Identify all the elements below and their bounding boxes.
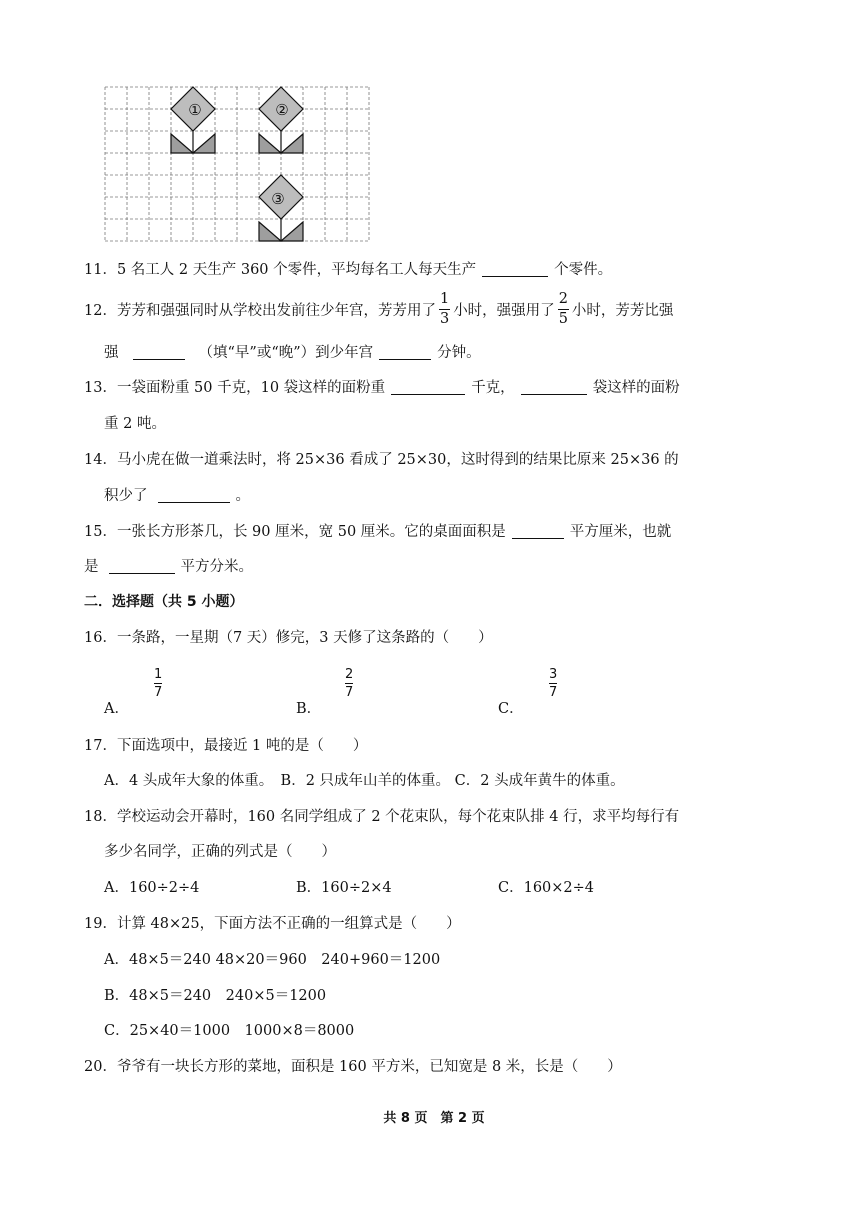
question-16 [84,626,493,647]
q13-answer-blank-2[interactable] [521,378,587,395]
q18-line1: 学校运动会开幕时，160 名同学组成了 2 个花束队，每个花束队排 4 行，求平均每行有 [116,809,680,825]
q12-number: 12． [84,302,117,319]
q12-line2-b: （填“早”或“晚”）到少年宫 [198,345,374,361]
question-14-line-1 [84,448,679,469]
q19-option-a[interactable]: A．48×5＝240 48×20＝960 240+960＝1200 [104,952,441,968]
q19-option-b[interactable]: B．48×5＝240 240×5＝1200 [104,988,327,1004]
q16-option-c-label[interactable]: C． [498,701,524,717]
q12-line1-b: 小时，强强用了 [453,302,555,319]
question-12-line-1 [84,287,673,331]
q12-fraction-1: $\frac{1}{3}$ [439,291,450,327]
q14-answer-blank[interactable] [158,486,230,503]
q18-number: 18． [84,809,117,825]
question-15-line-2 [84,555,253,576]
q14-line2-a: 积少了 [104,488,148,504]
q15-number: 15． [84,524,117,540]
q12-line1-c: 小时，芳芳比强 [571,302,674,319]
q18-option-b[interactable]: B．160÷2×4 [296,880,392,896]
q12-line2-a: 强 [104,345,119,361]
q15-answer-blank-2[interactable] [109,557,175,574]
question-19 [84,912,461,933]
q13-answer-blank-1[interactable] [391,378,465,395]
q13-line1-c: 袋这样的面粉 [592,380,680,396]
q13-line2: 重 2 吨。 [104,416,166,432]
q11-answer-blank[interactable] [482,260,548,277]
question-13-line-2 [104,412,166,433]
flower-shape-3 [259,175,303,241]
q16-option-b-label[interactable]: B． [296,701,322,717]
q18-option-c[interactable]: C．160×2÷4 [498,880,595,896]
question-14-line-2 [104,484,250,505]
q14-number: 14． [84,452,117,468]
q19-option-c[interactable]: C．25×40＝1000 1000×8＝8000 [104,1023,355,1039]
q15-answer-blank-1[interactable] [512,522,564,539]
q14-line2-b: 。 [235,488,250,504]
question-17 [84,734,367,755]
q12-fraction-2: $\frac{2}{5}$ [558,291,568,327]
q16-number: 16． [84,630,117,646]
q19-number: 19． [84,916,117,932]
q12-line1-a: 芳芳和强强同时从学校出发前往少年宫，芳芳用了 [116,302,436,319]
flower-shape-1 [171,87,215,153]
q12-answer-blank-1[interactable] [133,343,185,360]
question-11 [84,258,612,279]
q15-line1-b: 平方厘米，也就 [569,524,672,540]
q16-text: 一条路，一星期（7 天）修完，3 天修了这条路的（ ） [116,630,493,646]
q16-option-b-fraction[interactable]: $\frac{2}{7}$ [345,667,354,700]
q17-text: 下面选项中，最接近 1 吨的是（ ） [116,738,368,754]
q11-text-b: 个零件。 [554,262,613,278]
question-12-line-2 [104,341,481,362]
q15-line2-b: 平方分米。 [180,559,253,575]
question-18-line-1 [84,805,679,826]
q13-number: 13． [84,380,117,396]
page-footer: 共 8 页 第 2 页 [383,1111,485,1126]
q13-line1-a: 一袋面粉重 50 千克，10 袋这样的面粉重 [116,380,386,396]
q13-line1-b: 千克， [471,380,515,396]
question-15-line-1 [84,520,671,541]
q11-text-a: 5 名工人 2 天生产 360 个零件，平均每名工人每天生产 [116,262,477,278]
shape-label-3: ③ [271,190,285,208]
q16-option-c-fraction[interactable]: $\frac{3}{7}$ [549,667,558,700]
q20-text: 爷爷有一块长方形的菜地，面积是 160 平方米，已知宽是 8 米，长是（ ） [116,1059,622,1075]
q16-option-a-fraction[interactable]: $\frac{1}{7}$ [154,667,163,700]
flower-shape-2 [259,87,303,153]
q11-number: 11． [84,262,117,278]
section-2-title: 二．选择题（共 5 小题） [84,594,244,610]
question-13-line-1 [84,376,680,397]
q19-text: 计算 48×25，下面方法不正确的一组算式是（ ） [116,916,461,932]
question-18-line-2: 多少名同学，正确的列式是（ ） [104,844,336,860]
q15-line1-a: 一张长方形茶几，长 90 厘米，宽 50 厘米。它的桌面面积是 [116,524,506,540]
q18-option-a[interactable]: A．160÷2÷4 [104,880,200,896]
q20-number: 20． [84,1059,117,1075]
shape-label-1: ① [188,101,202,119]
q16-option-a-label[interactable]: A． [104,701,129,717]
question-20 [84,1055,622,1076]
q17-number: 17． [84,738,117,754]
q17-options[interactable]: A．4 头成年大象的体重。 B．2 只成年山羊的体重。 C．2 头成年黄牛的体重。 [104,773,625,789]
q14-line1: 马小虎在做一道乘法时，将 25×36 看成了 25×30，这时得到的结果比原来 25×36 的 [116,452,679,468]
q12-line2-c: 分钟。 [437,345,481,361]
q12-answer-blank-2[interactable] [379,343,431,360]
flower-grid-figure [100,84,375,246]
q15-line2-a: 是 [84,559,99,575]
shape-label-2: ② [275,101,289,119]
